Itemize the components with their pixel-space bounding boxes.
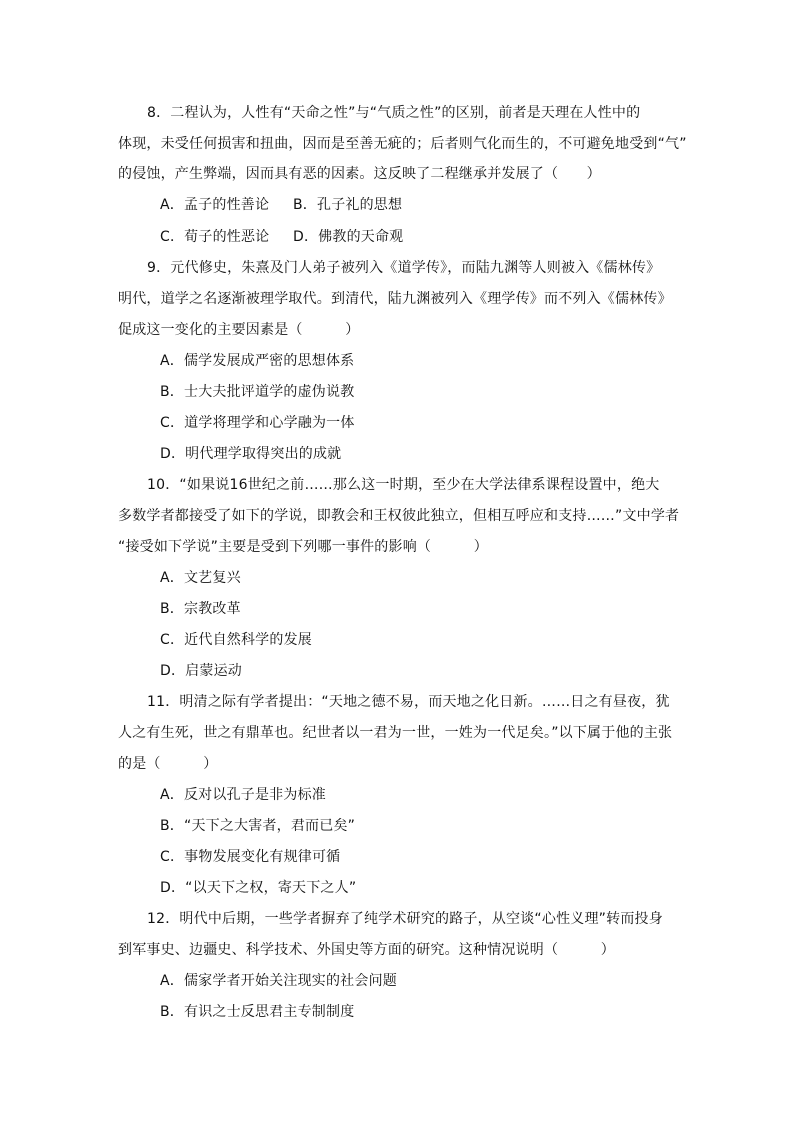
- question-9-stem-line-2: 明代，道学之名逐渐被理学取代。到清代，陆九渊被列入《理学传》而不列入《儒林传》: [118, 291, 672, 307]
- question-8-option-c: C．荀子的性恶论: [160, 229, 270, 245]
- question-10-option-d: D．启蒙运动: [160, 663, 242, 679]
- question-8-stem-line-3: 的侵蚀，产生弊端，因而具有恶的因素。这反映了二程继承并发展了（ ）: [118, 166, 601, 182]
- question-11-option-c: C．事物发展变化有规律可循: [160, 849, 341, 865]
- question-10-stem-line-3: “接受如下学说”主要是受到下列哪一事件的影响（ ）: [118, 539, 488, 555]
- question-9-stem-line-1: 9．元代修史，朱熹及门人弟子被列入《道学传》，而陆九渊等人则被入《儒林传》: [147, 260, 661, 276]
- question-8-stem-line-2: 体现，未受任何损害和扭曲，因而是至善无疵的；后者则气化而生的，不可避免地受到“气”: [118, 136, 687, 152]
- question-12-option-b: B．有识之士反思君主专制制度: [160, 1004, 355, 1020]
- question-10-option-a: A．文艺复兴: [160, 570, 241, 586]
- question-9-option-b: B．士大夫批评道学的虚伪说教: [160, 384, 355, 400]
- question-11-stem-line-3: 的是（ ）: [118, 756, 218, 772]
- question-9-option-c: C．道学将理学和心学融为一体: [160, 415, 355, 431]
- question-11-stem-line-2: 人之有生死，世之有鼎革也。纪世者以一君为一世，一姓为一代足矣。”以下属于他的主张: [118, 725, 673, 741]
- question-11-stem-line-1: 11．明清之际有学者提出：“天地之德不易，而天地之化日新。……日之有昼夜，犹: [147, 694, 670, 710]
- question-10-stem-line-1: 10．“如果说16世纪之前……那么这一时期，至少在大学法律系课程设置中，绝大: [147, 477, 660, 493]
- question-9-option-d: D．明代理学取得突出的成就: [160, 446, 342, 462]
- question-9-stem-line-3: 促成这一变化的主要因素是（ ）: [118, 322, 360, 338]
- question-12-stem-line-2: 到军事史、边疆史、科学技术、外国史等方面的研究。这种情况说明（ ）: [118, 942, 615, 958]
- question-8-option-d: D．佛教的天命观: [293, 229, 404, 245]
- question-9-option-a: A．儒学发展成严密的思想体系: [160, 353, 355, 369]
- question-8-option-a: A．孟子的性善论: [160, 197, 270, 213]
- question-12-option-a: A．儒家学者开始关注现实的社会问题: [160, 973, 397, 989]
- question-8-stem-line-1: 8．二程认为，人性有“天命之性”与“气质之性”的区别，前者是天理在人性中的: [147, 105, 641, 121]
- question-11-option-a: A．反对以孔子是非为标准: [160, 787, 326, 803]
- question-8-option-b: B．孔子礼的思想: [293, 197, 403, 213]
- question-10-option-c: C．近代自然科学的发展: [160, 632, 312, 648]
- question-10-stem-line-2: 多数学者都接受了如下的学说，即教会和王权彼此独立，但相互呼应和支持……”文中学者: [118, 508, 680, 524]
- question-11-option-d: D．“以天下之权，寄天下之人”: [160, 880, 357, 896]
- question-12-stem-line-1: 12．明代中后期，一些学者摒弃了纯学术研究的路子，从空谈“心性义理”转而投身: [147, 911, 663, 927]
- question-11-option-b: B．“天下之大害者，君而已矣”: [160, 818, 356, 834]
- question-10-option-b: B．宗教改革: [160, 601, 241, 617]
